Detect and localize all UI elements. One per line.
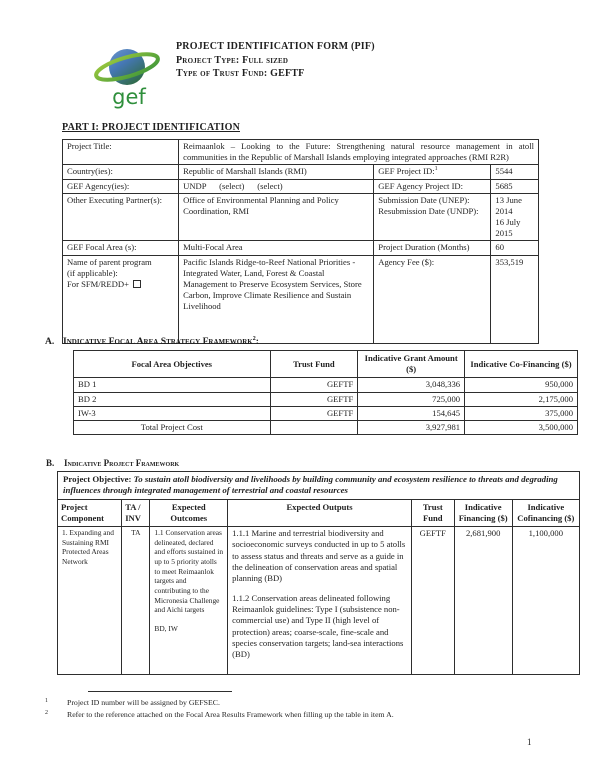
component-cell: 1. Expanding and Sustaining RMI Protected Areas Network	[58, 527, 122, 675]
focal-table-header-row	[74, 351, 578, 378]
agency-project-id-label: GEF Agency Project ID:	[374, 179, 491, 193]
footnote-2-marker: 2	[45, 710, 48, 717]
cofinancing-cell: 1,100,000	[512, 527, 579, 675]
focal-row-bd1	[74, 378, 578, 392]
total-label-cell: Total Project Cost	[74, 420, 271, 434]
submission-date-label: Submission Date (UNEP):	[378, 194, 470, 205]
output-1: 1.1.1 Marine and terrestrial biodiversity and socioeconomic surveys conducted in up to 5 atolls to assess status and threats and serve as a guide in the delineation of conservation areas and spatial planning (BD)	[232, 528, 406, 583]
trust-fund-line: Type of Trust Fund: GEFTF	[176, 68, 305, 79]
focal-area-label: GEF Focal Area (s):	[63, 241, 179, 255]
parent-program-value: Pacific Islands Ridge-to-Reef National Priorities - Integrated Water, Land, Forest & Coastal Management to Preserve Ecosystem Services, Store Carbon, Improve Climate Resilience and Sustain Livelihood	[179, 255, 374, 343]
section-a-colon: :	[255, 336, 259, 347]
cofinancing-cell: 2,175,000	[465, 392, 578, 406]
executing-partner-row	[63, 193, 539, 241]
duration-value: 60	[491, 241, 539, 255]
section-a-letter: A.	[45, 336, 55, 347]
output-2: 1.1.2 Conservation areas delineated following Reimaanlok guidelines: Type I (subsistence non-commercial use) and Type II (high level of protection) areas; coarse-scale, fine-scale and species conservation targets; land-sea interactions (BD)	[232, 593, 404, 659]
gef-project-id-value: 5544	[491, 165, 539, 179]
svg-text:gef: gef	[112, 85, 146, 109]
footnote-separator	[88, 691, 232, 692]
focal-objective-cell: BD 2	[74, 392, 271, 406]
focal-objective-cell: BD 1	[74, 378, 271, 392]
trust-fund-cell: GEFTF	[411, 527, 454, 675]
resubmission-date-label: Resubmission Date (UNDP):	[378, 205, 479, 216]
executing-partner-value: Office of Environmental Planning and Policy Coordination, RMI	[179, 193, 374, 241]
framework-header-row	[58, 499, 580, 526]
country-row	[63, 165, 539, 179]
footnote-2	[45, 709, 557, 721]
outcome-text: 1.1 Conservation areas delineated, declared and efforts sustained in up to 5 priority atolls to meet Reimaanlok targets and contributing to the Micronesia Challenge and Aichi targets	[154, 528, 224, 615]
gef-globe-icon	[84, 44, 174, 114]
section-a-title: Indicative Focal Area Strategy Framework	[63, 336, 253, 347]
framework-component-row	[58, 527, 580, 675]
executing-partner-label: Other Executing Partner(s):	[63, 193, 179, 241]
project-objective-row	[58, 472, 580, 500]
cofinancing-header: Indicative Co-Financing ($)	[465, 351, 578, 378]
footnote-1-marker: 1	[45, 698, 48, 704]
outcome-focal-areas: BD, IW	[154, 623, 178, 633]
footnote-1	[45, 697, 557, 709]
resubmission-date-value: 16 July 2015	[495, 217, 521, 239]
project-objective-cell	[58, 472, 580, 500]
outcomes-header: Expected Outcomes	[150, 499, 228, 526]
grant-cell: 154,645	[358, 406, 465, 420]
outcomes-cell	[150, 527, 228, 675]
project-type-line: Project Type: Full sized	[176, 54, 289, 66]
trust-fund-cell: GEFTF	[270, 392, 358, 406]
section-b-title: Indicative Project Framework	[64, 458, 180, 468]
cofinancing-header: Indicative Cofinancing ($)	[512, 499, 579, 526]
agency-row	[63, 179, 539, 193]
document-title: PROJECT IDENTIFICATION FORM (PIF)	[176, 41, 375, 52]
focal-objectives-header: Focal Area Objectives	[74, 351, 271, 378]
ta-inv-header: TA / INV	[122, 499, 150, 526]
project-title-label: Project Title:	[63, 140, 179, 165]
gef-logo	[84, 44, 174, 114]
project-objective-text: To sustain atoll biodiversity and livelihoods by building community and ecosystem resilience to threats and degrading influences through integrated management of terrestrial and coastal resources	[63, 474, 558, 496]
parent-program-label	[63, 255, 179, 343]
submission-dates-values	[491, 193, 539, 241]
trust-fund-cell: GEFTF	[270, 406, 358, 420]
country-value: Republic of Marshall Islands (RMI)	[179, 165, 374, 179]
focal-row-iw3	[74, 406, 578, 420]
focal-row-bd2	[74, 392, 578, 406]
component-header: Project Component	[58, 499, 122, 526]
footnotes	[45, 697, 557, 721]
grant-cell: 3,048,336	[358, 378, 465, 392]
total-trust-fund-cell	[270, 420, 358, 434]
cofinancing-cell: 375,000	[465, 406, 578, 420]
focal-objective-cell: IW-3	[74, 406, 271, 420]
gef-project-id-label	[374, 165, 491, 179]
agency-project-id-value: 5685	[491, 179, 539, 193]
page-number: 1	[527, 737, 532, 747]
grant-amount-header: Indicative Grant Amount ($)	[358, 351, 465, 378]
section-b-letter: B.	[46, 458, 55, 468]
financing-cell: 2,681,900	[454, 527, 512, 675]
focal-area-row	[63, 241, 539, 255]
trust-fund-cell: GEFTF	[270, 378, 358, 392]
footnote-ref-1: 1	[434, 166, 438, 173]
section-a-heading	[45, 336, 259, 347]
total-cofinancing-cell: 3,500,000	[465, 420, 578, 434]
total-grant-cell: 3,927,981	[358, 420, 465, 434]
document-header	[176, 40, 375, 81]
agency-label: GEF Agency(ies):	[63, 179, 179, 193]
identification-table	[62, 139, 539, 344]
focal-area-value: Multi-Focal Area	[179, 241, 374, 255]
footnote-2-text: Refer to the reference attached on the Focal Area Results Framework when filling up the table in item A.	[67, 710, 394, 720]
ta-inv-cell: TA	[122, 527, 150, 675]
project-framework-table	[57, 471, 580, 675]
financing-header: Indicative Financing ($)	[454, 499, 512, 526]
duration-label: Project Duration (Months)	[374, 241, 491, 255]
footnote-1-text: Project ID number will be assigned by GEFSEC.	[67, 698, 220, 707]
outputs-cell	[228, 527, 412, 675]
trust-fund-header: Trust Fund	[270, 351, 358, 378]
submission-date-value: 13 June 2014	[495, 194, 522, 216]
submission-dates-labels	[374, 193, 491, 241]
part1-heading: PART I: PROJECT IDENTIFICATION	[62, 122, 240, 133]
agency-fee-label: Agency Fee ($):	[374, 255, 491, 343]
agency-fee-value: 353,519	[491, 255, 539, 343]
country-label: Country(ies):	[63, 165, 179, 179]
project-title-row	[63, 140, 539, 165]
gef-project-id-label-text: GEF Project ID:	[378, 166, 435, 177]
focal-area-strategy-table	[73, 350, 578, 435]
footnote-ref-2: 2	[252, 335, 256, 342]
sfm-redd-checkbox[interactable]	[133, 280, 141, 288]
project-title-value: Reimaanlok – Looking to the Future: Strengthening natural resource management in atoll communities in the Republic of Marshall Islands employing integrated approaches (RMI R2R)	[179, 140, 539, 165]
parent-program-label-line2: (if applicable):	[67, 267, 118, 278]
parent-program-label-line3	[67, 279, 174, 290]
project-objective-label: Project Objective:	[63, 474, 132, 484]
focal-total-row	[74, 420, 578, 434]
sfm-redd-label: For SFM/REDD+	[67, 278, 129, 289]
parent-program-row	[63, 255, 539, 343]
section-b-heading	[46, 458, 179, 468]
trust-fund-header: Trust Fund	[411, 499, 454, 526]
cofinancing-cell: 950,000	[465, 378, 578, 392]
parent-program-label-line1: Name of parent program	[67, 256, 152, 267]
outputs-header: Expected Outputs	[228, 499, 412, 526]
agency-value: UNDP (select) (select)	[179, 179, 374, 193]
grant-cell: 725,000	[358, 392, 465, 406]
